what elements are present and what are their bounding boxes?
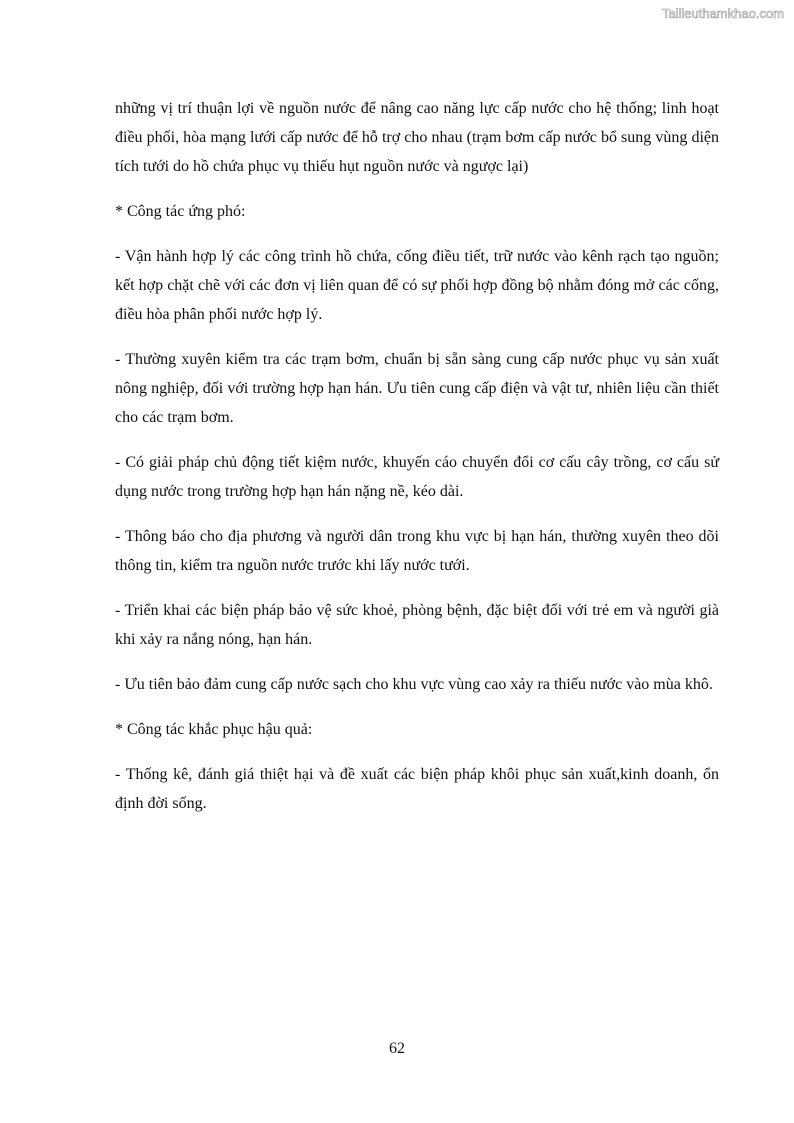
bullet-paragraph: - Thông báo cho địa phương và người dân trong khu vực bị hạn hán, thường xuyên theo dõi thông tin, kiểm tra nguồn nước trước khi lấy nước tưới.: [115, 528, 719, 574]
watermark: Tailieuthamkhao.com: [661, 6, 784, 21]
bullet-paragraph: - Vận hành hợp lý các công trình hồ chứa, cống điều tiết, trữ nước vào kênh rạch tạo nguồn; kết hợp chặt chẽ với các đơn vị liên quan để có sự phối hợp đồng bộ nhằm đóng mở các cống, điều hòa phân phối nước hợp lý.: [115, 248, 719, 323]
bullet-paragraph: - Thống kê, đánh giá thiệt hại và đề xuất các biện pháp khôi phục sản xuất,kinh doanh, ổn định đời sống.: [115, 766, 719, 812]
bullet-paragraph: - Thường xuyên kiểm tra các trạm bơm, chuẩn bị sẵn sàng cung cấp nước phục vụ sản xuất nông nghiệp, đối với trường hợp hạn hán. Ưu tiên cung cấp điện và vật tư, nhiên liệu cần thiết cho các trạm bơm.: [115, 351, 719, 426]
document-body: [115, 94, 719, 818]
page-number: 62: [389, 1040, 405, 1057]
bullet-paragraph: - Triển khai các biện pháp bảo vệ sức khoẻ, phòng bệnh, đặc biệt đối với trẻ em và người già khi xảy ra nắng nóng, hạn hán.: [115, 602, 719, 648]
section-heading-response: * Công tác ứng phó:: [115, 203, 246, 220]
paragraph-continuation: những vị trí thuận lợi về nguồn nước để nâng cao năng lực cấp nước cho hệ thống; linh hoạt điều phối, hòa mạng lưới cấp nước để hỗ trợ cho nhau (trạm bơm cấp nước bổ sung vùng diện tích tưới do hồ chứa phục vụ thiếu hụt nguồn nước và ngược lại): [115, 100, 719, 175]
section-heading-recovery: * Công tác khắc phục hậu quả:: [115, 721, 313, 738]
bullet-paragraph: - Có giải pháp chủ động tiết kiệm nước, khuyến cáo chuyển đổi cơ cấu cây trồng, cơ cấu sử dụng nước trong trường hợp hạn hán nặng nề, kéo dài.: [115, 454, 719, 500]
bullet-paragraph: - Ưu tiên bảo đảm cung cấp nước sạch cho khu vực vùng cao xảy ra thiếu nước vào mùa khô.: [115, 676, 713, 693]
